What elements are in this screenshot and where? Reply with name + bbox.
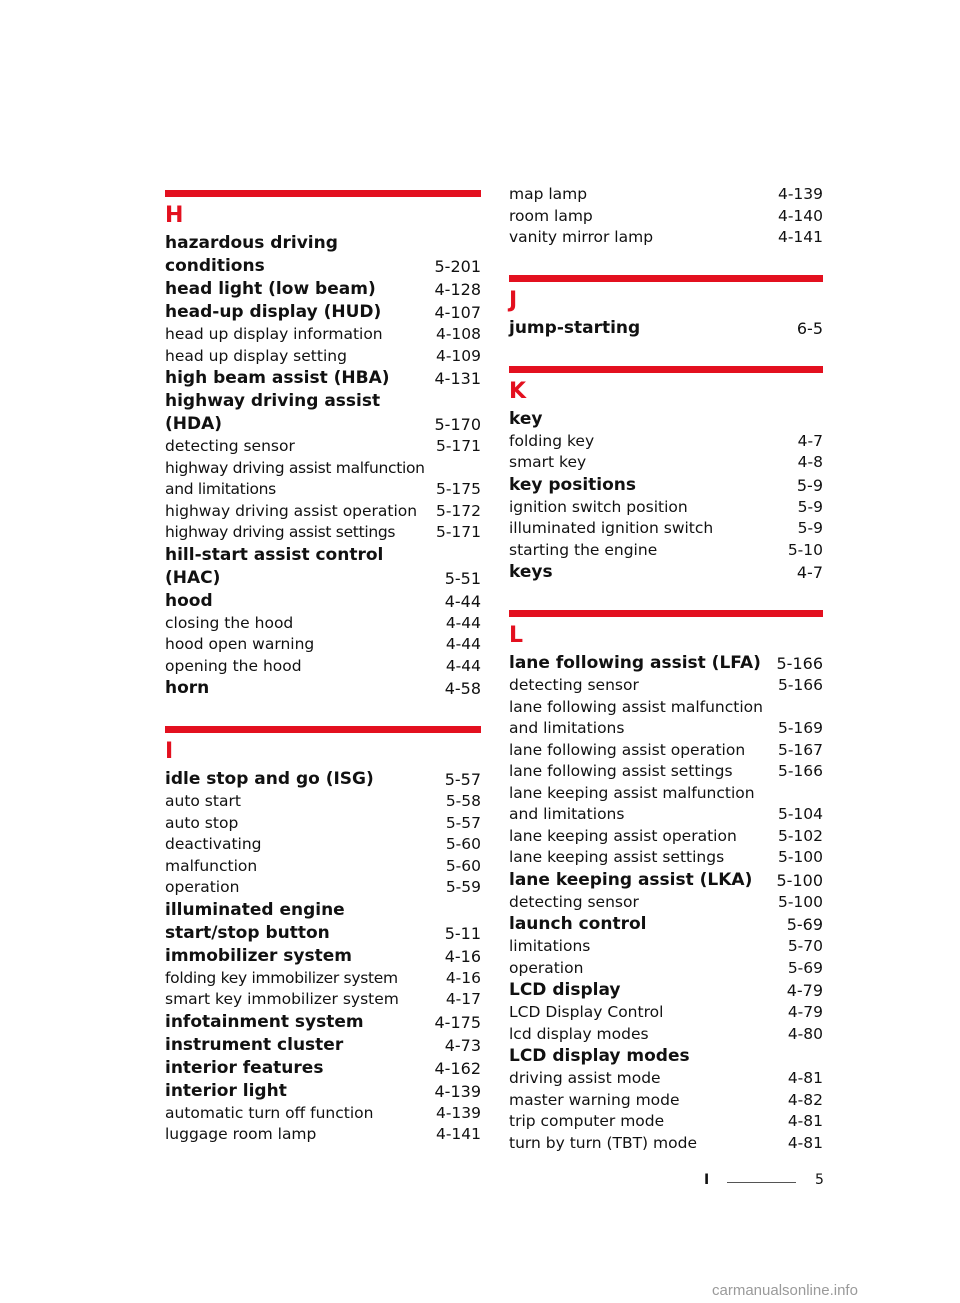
index-entry-sub: [509, 540, 823, 562]
index-entry-main: [165, 1080, 481, 1103]
index-page-ref: 5-69: [787, 958, 823, 977]
index-entry-list: [509, 408, 823, 585]
index-entry-sub: [165, 856, 481, 878]
index-page-ref: 5-9: [797, 497, 823, 516]
index-term: opening the hood: [165, 656, 302, 675]
index-page-ref: 5-57: [444, 770, 481, 789]
index-entry-main: [165, 899, 481, 945]
index-page-ref: 5-69: [786, 915, 823, 934]
index-term: infotainment system: [165, 1011, 364, 1032]
index-entry-sub: [509, 740, 823, 762]
index-section-i: [165, 726, 481, 1146]
section-divider-bar: [165, 726, 481, 733]
index-term: limitations: [509, 937, 591, 955]
index-page-ref: 5-59: [445, 878, 481, 896]
section-letter: J: [509, 287, 518, 313]
index-term: illuminated engine start/stop button: [165, 899, 345, 943]
index-section-l: [509, 610, 823, 1154]
index-entry-sub: [165, 522, 481, 544]
index-page-ref: 4-44: [445, 635, 481, 653]
index-section-k: [509, 366, 823, 585]
index-term: folding key: [509, 431, 595, 450]
index-page-ref: 4-8: [797, 453, 823, 471]
index-entry-main: [165, 278, 481, 301]
section-divider-bar: [509, 610, 823, 617]
index-section-j: [509, 275, 823, 340]
index-entry-sub: [165, 813, 481, 835]
index-entry-main: [165, 390, 481, 436]
index-entry-sub: [165, 968, 481, 990]
index-page-ref: 4-139: [435, 1103, 481, 1122]
index-page-ref: 4-162: [434, 1058, 481, 1078]
index-section-i-continued: [509, 184, 823, 249]
index-term: lane following assist (LFA): [509, 653, 761, 673]
index-page-ref: 5-167: [777, 740, 823, 759]
index-page-ref: 5-10: [787, 540, 823, 559]
index-entry-sub: [509, 1090, 823, 1112]
index-term: lcd display modes: [509, 1024, 649, 1043]
index-page-ref: 4-16: [444, 946, 481, 966]
index-entry-sub: [165, 634, 481, 656]
index-entry-main: [165, 768, 481, 791]
index-page-ref: 5-166: [777, 762, 823, 780]
index-entry-main: [509, 979, 823, 1002]
index-term: detecting sensor: [165, 437, 295, 455]
index-entry-list: [165, 768, 481, 1146]
index-page-ref: 4-175: [434, 1012, 481, 1032]
index-entry-sub: [509, 206, 823, 228]
index-page-ref: 5-100: [776, 870, 823, 890]
index-column-left: [165, 184, 481, 1146]
footer-rule: [727, 1182, 796, 1183]
index-entry-main: [165, 677, 481, 700]
index-term: head up display setting: [165, 346, 347, 365]
index-entry-main: [509, 869, 823, 892]
index-entry-sub: [509, 761, 823, 783]
index-term: malfunction: [165, 856, 258, 875]
index-term: highway driving assist operation: [165, 501, 418, 520]
index-page-ref: 4-109: [435, 346, 481, 365]
index-page-ref: 5-70: [787, 937, 823, 955]
index-page-ref: 4-108: [435, 325, 481, 343]
index-entry-sub: [165, 989, 481, 1011]
index-entry-main: [509, 317, 823, 340]
index-term: trip computer mode: [509, 1112, 665, 1130]
index-term: LCD display: [509, 980, 621, 1000]
index-entry-list: [509, 317, 823, 340]
index-term: map lamp: [509, 185, 588, 203]
index-entry-sub: [165, 346, 481, 368]
index-page-ref: 6-5: [796, 318, 823, 338]
index-column-right: [509, 184, 823, 1154]
index-term: LCD display modes: [509, 1046, 690, 1066]
index-entry-main: [165, 1057, 481, 1080]
index-term: lane keeping assist settings: [509, 848, 725, 866]
index-page-ref: 4-44: [445, 613, 481, 632]
index-term: interior light: [165, 1080, 287, 1101]
section-letter: H: [165, 203, 184, 228]
index-term: detecting sensor: [509, 892, 639, 911]
index-entry-sub: [165, 1124, 481, 1146]
index-term: horn: [165, 678, 210, 698]
index-term: driving assist mode: [509, 1069, 661, 1087]
index-entry-sub: [165, 501, 481, 523]
index-entry-sub: [509, 431, 823, 453]
index-term: lane following assist settings: [509, 762, 733, 780]
index-page-ref: 5-100: [777, 848, 823, 866]
index-term: starting the engine: [509, 540, 658, 559]
index-entry-sub: [509, 936, 823, 958]
index-term: smart key immobilizer system: [165, 990, 399, 1008]
index-term: immobilizer system: [165, 945, 352, 966]
index-term: LCD Display Control: [509, 1003, 664, 1021]
index-entry-sub: [165, 324, 481, 346]
footer-page-number: 5: [815, 1172, 824, 1188]
index-section-h: [165, 190, 481, 700]
index-term: luggage room lamp: [165, 1125, 317, 1143]
index-term: lane following assist operation: [509, 740, 746, 759]
section-letter: K: [509, 378, 527, 404]
index-page-ref: 5-100: [777, 892, 823, 911]
index-entry-sub: [165, 656, 481, 678]
index-page-ref: 4-44: [444, 591, 481, 611]
index-page-ref: 5-58: [445, 792, 481, 810]
index-entry-sub: [165, 1103, 481, 1125]
index-term: deactivating: [165, 835, 262, 853]
index-page-ref: 4-7: [796, 563, 823, 582]
index-term: turn by turn (TBT) mode: [509, 1133, 697, 1152]
index-page-ref: 5-201: [434, 257, 481, 276]
index-entry-main: [165, 232, 481, 278]
index-term: hill-start assist control (HAC): [165, 544, 384, 588]
index-page-ref: 4-139: [777, 185, 823, 203]
index-page-ref: 4-17: [445, 990, 481, 1008]
index-page-ref: 5-102: [777, 826, 823, 845]
index-term: lane keeping assist (LKA): [509, 869, 753, 890]
index-term: automatic turn off function: [165, 1103, 374, 1122]
index-entry-sub: [165, 834, 481, 856]
index-entry-main: [165, 301, 481, 324]
index-entry-sub: [509, 826, 823, 848]
index-page-ref: 4-79: [787, 1003, 823, 1021]
index-page-ref: 4-44: [445, 656, 481, 675]
index-term: head light (low beam): [165, 279, 376, 299]
index-entry-sub: [509, 1024, 823, 1046]
index-entry-main: [165, 945, 481, 968]
index-term: vanity mirror lamp: [509, 228, 654, 246]
index-entry-sub: [509, 497, 823, 519]
index-page-ref: 5-57: [445, 813, 481, 832]
index-page-ref: 5-9: [796, 475, 823, 495]
index-page-ref: 5-169: [777, 719, 823, 737]
index-term: high beam assist (HBA): [165, 368, 390, 388]
section-divider-bar: [165, 190, 481, 197]
index-entry-sub: [165, 436, 481, 458]
index-term: key: [509, 408, 543, 429]
index-term: head-up display (HUD): [165, 302, 382, 322]
index-page-ref: 4-81: [787, 1112, 823, 1130]
index-entry-main: [165, 367, 481, 390]
index-term: highway driving assist (HDA): [165, 391, 381, 434]
index-page-ref: 4-16: [445, 968, 481, 987]
index-term: keys: [509, 562, 553, 582]
footer-section-letter: I: [704, 1172, 710, 1188]
index-entry-main: [509, 913, 823, 936]
index-term: folding key immobilizer system: [165, 968, 398, 987]
index-page-ref: 5-172: [435, 501, 481, 520]
index-entry-sub: [509, 892, 823, 914]
index-term: highway driving assist settings: [165, 523, 396, 541]
index-page-ref: 4-7: [797, 431, 823, 450]
index-term: idle stop and go (ISG): [165, 769, 374, 789]
index-term: detecting sensor: [509, 676, 639, 694]
index-page-ref: 5-9: [797, 519, 823, 537]
index-page-ref: 5-170: [434, 415, 481, 434]
index-term: key positions: [509, 474, 637, 495]
index-entry-main: [509, 652, 823, 675]
index-entry-sub: [509, 1133, 823, 1155]
index-entry-sub: [509, 227, 823, 249]
index-entry-sub: [509, 675, 823, 697]
index-term: closing the hood: [165, 613, 294, 632]
index-page-ref: 4-73: [444, 1035, 481, 1055]
index-entry-sub: [165, 791, 481, 813]
index-term: operation: [509, 958, 584, 977]
index-page-ref: 4-81: [787, 1069, 823, 1087]
index-term: smart key: [509, 453, 587, 471]
index-page-ref: 5-166: [777, 676, 823, 694]
index-entry-main: [509, 1045, 823, 1068]
index-term: jump-starting: [509, 317, 641, 338]
index-term: interior features: [165, 1057, 324, 1078]
section-divider-bar: [509, 275, 823, 282]
index-entry-sub: [509, 452, 823, 474]
index-term: hood: [165, 590, 213, 611]
section-letter: L: [509, 623, 524, 648]
index-entry-sub: [509, 1068, 823, 1090]
index-term: instrument cluster: [165, 1034, 344, 1055]
index-term: launch control: [509, 914, 647, 934]
index-page-ref: 5-171: [435, 523, 481, 541]
index-page-ref: 4-82: [787, 1090, 823, 1109]
index-page-ref: 5-166: [776, 654, 823, 673]
index-page-ref: 4-128: [434, 280, 481, 299]
watermark-text: carmanualsonline.info: [712, 1282, 858, 1299]
index-term: operation: [165, 878, 240, 896]
index-page-ref: 4-81: [787, 1133, 823, 1152]
index-entry-main: [509, 474, 823, 497]
index-entry-sub: [165, 458, 481, 501]
index-entry-sub: [165, 613, 481, 635]
index-term: lane keeping assist operation: [509, 826, 737, 845]
index-term: lane keeping assist malfunction and limitations: [509, 783, 755, 823]
index-page-ref: 5-104: [777, 805, 823, 823]
index-page-ref: 5-175: [435, 480, 481, 498]
index-entry-sub: [509, 697, 823, 740]
index-entry-list: [509, 184, 823, 249]
index-entry-sub: [509, 1111, 823, 1133]
index-page-ref: 4-79: [786, 981, 823, 1000]
index-page-ref: 4-107: [434, 303, 481, 322]
index-entry-list: [165, 232, 481, 700]
index-entry-main: [165, 544, 481, 590]
index-entry-sub: [509, 184, 823, 206]
index-entry-main: [165, 1011, 481, 1034]
index-page-ref: 5-60: [445, 835, 481, 853]
index-page-ref: 5-171: [435, 437, 481, 455]
index-term: auto start: [165, 792, 241, 810]
index-entry-sub: [509, 518, 823, 540]
index-entry-sub: [509, 1002, 823, 1024]
index-page-ref: 5-51: [444, 568, 481, 588]
index-entry-list: [509, 652, 823, 1154]
index-term: master warning mode: [509, 1090, 680, 1109]
index-entry-sub: [165, 877, 481, 899]
index-entry-sub: [509, 958, 823, 980]
index-term: hood open warning: [165, 635, 315, 653]
section-letter: I: [165, 739, 174, 764]
section-divider-bar: [509, 366, 823, 373]
index-page-ref: 4-58: [444, 679, 481, 698]
index-term: head up display information: [165, 325, 383, 343]
index-term: lane following assist malfunction and limitations: [509, 697, 763, 737]
index-entry-sub: [509, 783, 823, 826]
index-term: highway driving assist malfunction and limitations: [165, 458, 425, 498]
index-page-ref: 4-80: [787, 1024, 823, 1043]
index-term: ignition switch position: [509, 497, 688, 516]
index-entry-main: [509, 561, 823, 584]
index-term: hazardous driving conditions: [165, 233, 338, 276]
index-page-ref: 4-131: [434, 369, 481, 388]
index-term: auto stop: [165, 813, 239, 832]
index-page-ref: 5-60: [445, 856, 481, 875]
index-page-ref: 4-141: [435, 1125, 481, 1143]
index-page-ref: 4-140: [777, 206, 823, 225]
index-entry-main: [509, 408, 823, 431]
index-entry-main: [165, 1034, 481, 1057]
index-page-ref: 5-11: [444, 923, 481, 943]
index-entry-main: [165, 590, 481, 613]
index-entry-sub: [509, 847, 823, 869]
index-page-ref: 4-139: [434, 1081, 481, 1101]
index-page-ref: 4-141: [777, 228, 823, 246]
index-term: room lamp: [509, 206, 593, 225]
index-term: illuminated ignition switch: [509, 519, 714, 537]
